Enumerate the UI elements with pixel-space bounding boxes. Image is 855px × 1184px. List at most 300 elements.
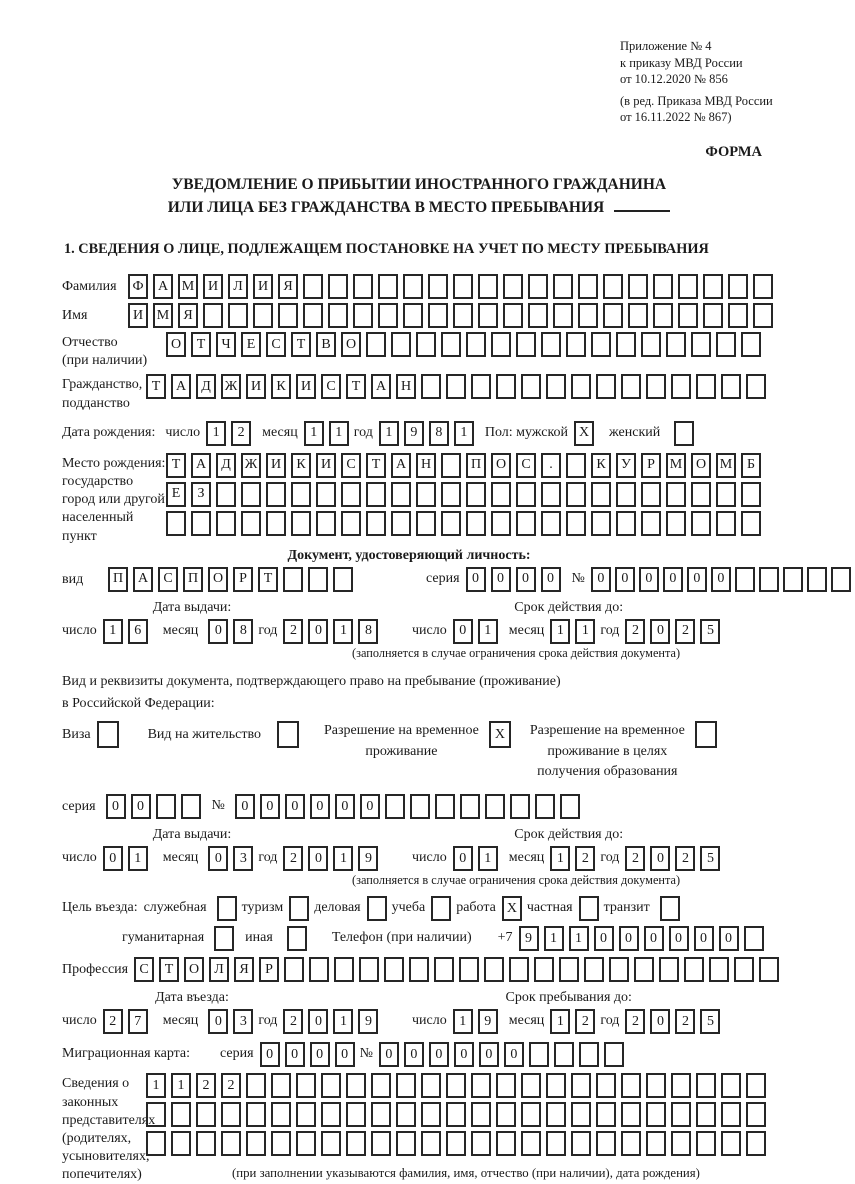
char-box[interactable]: Т bbox=[146, 374, 166, 399]
char-box[interactable]: А bbox=[171, 374, 191, 399]
char-box[interactable]: А bbox=[153, 274, 173, 299]
char-box[interactable] bbox=[191, 511, 211, 536]
char-box[interactable]: 0 bbox=[650, 619, 670, 644]
char-box[interactable]: Т bbox=[258, 567, 278, 592]
char-box[interactable]: 2 bbox=[575, 846, 595, 871]
char-box[interactable]: 2 bbox=[625, 1009, 645, 1034]
char-box[interactable]: Н bbox=[416, 453, 436, 478]
char-box[interactable]: 0 bbox=[516, 567, 536, 592]
char-box[interactable] bbox=[421, 1131, 441, 1156]
char-box[interactable]: 0 bbox=[504, 1042, 524, 1067]
char-box[interactable] bbox=[674, 421, 694, 446]
char-box[interactable] bbox=[721, 374, 741, 399]
char-box[interactable]: 5 bbox=[700, 619, 720, 644]
char-box[interactable]: 0 bbox=[711, 567, 731, 592]
char-box[interactable]: 1 bbox=[478, 619, 498, 644]
char-box[interactable] bbox=[546, 1131, 566, 1156]
char-box[interactable] bbox=[616, 482, 636, 507]
char-box[interactable] bbox=[221, 1131, 241, 1156]
char-box[interactable] bbox=[721, 1102, 741, 1127]
char-box[interactable] bbox=[328, 303, 348, 328]
char-box[interactable]: 7 bbox=[128, 1009, 148, 1034]
char-box[interactable] bbox=[371, 1073, 391, 1098]
char-box[interactable]: 0 bbox=[719, 926, 739, 951]
char-box[interactable] bbox=[831, 567, 851, 592]
char-box[interactable]: Н bbox=[396, 374, 416, 399]
char-box[interactable] bbox=[284, 957, 304, 982]
char-box[interactable]: 0 bbox=[466, 567, 486, 592]
char-box[interactable] bbox=[691, 332, 711, 357]
char-box[interactable] bbox=[367, 896, 387, 921]
char-box[interactable] bbox=[728, 274, 748, 299]
char-box[interactable] bbox=[741, 511, 761, 536]
char-box[interactable] bbox=[253, 303, 273, 328]
char-box[interactable]: С bbox=[516, 453, 536, 478]
char-box[interactable] bbox=[328, 274, 348, 299]
char-box[interactable] bbox=[666, 511, 686, 536]
char-box[interactable]: Е bbox=[166, 482, 186, 507]
char-box[interactable] bbox=[453, 274, 473, 299]
char-box[interactable] bbox=[228, 303, 248, 328]
char-box[interactable] bbox=[646, 1073, 666, 1098]
char-box[interactable]: 1 bbox=[550, 846, 570, 871]
char-box[interactable] bbox=[807, 567, 827, 592]
char-box[interactable] bbox=[435, 794, 455, 819]
char-box[interactable]: Т bbox=[166, 453, 186, 478]
char-box[interactable]: 1 bbox=[333, 846, 353, 871]
char-box[interactable] bbox=[579, 896, 599, 921]
char-box[interactable] bbox=[346, 1102, 366, 1127]
char-box[interactable] bbox=[366, 511, 386, 536]
char-box[interactable] bbox=[321, 1073, 341, 1098]
char-box[interactable] bbox=[296, 1131, 316, 1156]
char-box[interactable]: Е bbox=[241, 332, 261, 357]
char-box[interactable] bbox=[391, 332, 411, 357]
char-box[interactable] bbox=[491, 332, 511, 357]
char-box[interactable] bbox=[628, 303, 648, 328]
char-box[interactable] bbox=[341, 482, 361, 507]
char-box[interactable] bbox=[703, 303, 723, 328]
char-box[interactable] bbox=[441, 453, 461, 478]
char-box[interactable]: Р bbox=[641, 453, 661, 478]
char-box[interactable]: 1 bbox=[379, 421, 399, 446]
char-box[interactable] bbox=[541, 482, 561, 507]
char-box[interactable]: 1 bbox=[575, 619, 595, 644]
char-box[interactable]: 0 bbox=[379, 1042, 399, 1067]
char-box[interactable] bbox=[421, 1102, 441, 1127]
char-box[interactable] bbox=[641, 332, 661, 357]
char-box[interactable]: В bbox=[316, 332, 336, 357]
char-box[interactable] bbox=[753, 274, 773, 299]
char-box[interactable] bbox=[216, 482, 236, 507]
char-box[interactable] bbox=[609, 957, 629, 982]
char-box[interactable]: С bbox=[341, 453, 361, 478]
char-box[interactable] bbox=[546, 1073, 566, 1098]
char-box[interactable] bbox=[371, 1131, 391, 1156]
char-box[interactable]: Я bbox=[178, 303, 198, 328]
char-box[interactable] bbox=[571, 1073, 591, 1098]
char-box[interactable]: 0 bbox=[131, 794, 151, 819]
char-box[interactable]: А bbox=[133, 567, 153, 592]
char-box[interactable] bbox=[641, 482, 661, 507]
char-box[interactable] bbox=[396, 1102, 416, 1127]
char-box[interactable] bbox=[303, 303, 323, 328]
char-box[interactable]: 2 bbox=[283, 846, 303, 871]
char-box[interactable] bbox=[97, 721, 119, 748]
char-box[interactable] bbox=[453, 303, 473, 328]
char-box[interactable] bbox=[621, 1102, 641, 1127]
char-box[interactable] bbox=[603, 274, 623, 299]
char-box[interactable]: И bbox=[266, 453, 286, 478]
char-box[interactable] bbox=[728, 303, 748, 328]
char-box[interactable]: У bbox=[616, 453, 636, 478]
char-box[interactable] bbox=[516, 332, 536, 357]
char-box[interactable]: 1 bbox=[171, 1073, 191, 1098]
char-box[interactable] bbox=[753, 303, 773, 328]
char-box[interactable]: П bbox=[183, 567, 203, 592]
char-box[interactable] bbox=[521, 1131, 541, 1156]
char-box[interactable]: 8 bbox=[233, 619, 253, 644]
char-box[interactable] bbox=[171, 1102, 191, 1127]
char-box[interactable] bbox=[460, 794, 480, 819]
char-box[interactable]: О bbox=[184, 957, 204, 982]
char-box[interactable] bbox=[341, 511, 361, 536]
char-box[interactable]: О bbox=[341, 332, 361, 357]
char-box[interactable] bbox=[591, 482, 611, 507]
char-box[interactable] bbox=[621, 1131, 641, 1156]
char-box[interactable]: X bbox=[502, 896, 522, 921]
char-box[interactable]: 1 bbox=[146, 1073, 166, 1098]
char-box[interactable] bbox=[691, 511, 711, 536]
char-box[interactable]: 1 bbox=[453, 1009, 473, 1034]
char-box[interactable]: 2 bbox=[675, 619, 695, 644]
char-box[interactable]: 0 bbox=[308, 619, 328, 644]
char-box[interactable]: 1 bbox=[550, 1009, 570, 1034]
char-box[interactable]: 0 bbox=[208, 619, 228, 644]
char-box[interactable] bbox=[566, 511, 586, 536]
char-box[interactable] bbox=[459, 957, 479, 982]
char-box[interactable] bbox=[241, 482, 261, 507]
char-box[interactable]: 5 bbox=[700, 846, 720, 871]
char-box[interactable]: А bbox=[191, 453, 211, 478]
char-box[interactable] bbox=[741, 332, 761, 357]
char-box[interactable]: Т bbox=[159, 957, 179, 982]
char-box[interactable] bbox=[484, 957, 504, 982]
char-box[interactable] bbox=[421, 1073, 441, 1098]
char-box[interactable] bbox=[571, 374, 591, 399]
char-box[interactable] bbox=[621, 374, 641, 399]
char-box[interactable] bbox=[571, 1131, 591, 1156]
char-box[interactable] bbox=[146, 1102, 166, 1127]
char-box[interactable] bbox=[271, 1073, 291, 1098]
char-box[interactable] bbox=[734, 957, 754, 982]
char-box[interactable] bbox=[309, 957, 329, 982]
char-box[interactable]: 5 bbox=[700, 1009, 720, 1034]
char-box[interactable]: 1 bbox=[329, 421, 349, 446]
char-box[interactable] bbox=[221, 1102, 241, 1127]
char-box[interactable] bbox=[246, 1102, 266, 1127]
char-box[interactable]: Д bbox=[196, 374, 216, 399]
char-box[interactable]: 0 bbox=[308, 1009, 328, 1034]
char-box[interactable]: 0 bbox=[260, 1042, 280, 1067]
char-box[interactable] bbox=[566, 482, 586, 507]
char-box[interactable]: 0 bbox=[694, 926, 714, 951]
char-box[interactable]: 0 bbox=[208, 1009, 228, 1034]
char-box[interactable]: 1 bbox=[478, 846, 498, 871]
char-box[interactable]: М bbox=[153, 303, 173, 328]
char-box[interactable] bbox=[321, 1102, 341, 1127]
char-box[interactable]: К bbox=[271, 374, 291, 399]
char-box[interactable] bbox=[391, 511, 411, 536]
char-box[interactable] bbox=[366, 332, 386, 357]
char-box[interactable] bbox=[246, 1073, 266, 1098]
char-box[interactable]: 0 bbox=[310, 1042, 330, 1067]
char-box[interactable] bbox=[271, 1102, 291, 1127]
char-box[interactable] bbox=[560, 794, 580, 819]
char-box[interactable] bbox=[571, 1102, 591, 1127]
char-box[interactable]: 2 bbox=[283, 619, 303, 644]
char-box[interactable] bbox=[496, 1131, 516, 1156]
char-box[interactable] bbox=[156, 794, 176, 819]
char-box[interactable] bbox=[535, 794, 555, 819]
char-box[interactable] bbox=[409, 957, 429, 982]
char-box[interactable] bbox=[478, 274, 498, 299]
char-box[interactable]: М bbox=[666, 453, 686, 478]
char-box[interactable]: 0 bbox=[285, 1042, 305, 1067]
char-box[interactable] bbox=[166, 511, 186, 536]
char-box[interactable] bbox=[431, 896, 451, 921]
char-box[interactable]: Т bbox=[366, 453, 386, 478]
char-box[interactable] bbox=[703, 274, 723, 299]
char-box[interactable]: С bbox=[158, 567, 178, 592]
char-box[interactable] bbox=[333, 567, 353, 592]
char-box[interactable]: 0 bbox=[360, 794, 380, 819]
char-box[interactable] bbox=[596, 1073, 616, 1098]
char-box[interactable] bbox=[410, 794, 430, 819]
char-box[interactable]: М bbox=[716, 453, 736, 478]
char-box[interactable] bbox=[446, 374, 466, 399]
char-box[interactable] bbox=[584, 957, 604, 982]
char-box[interactable] bbox=[321, 1131, 341, 1156]
char-box[interactable] bbox=[334, 957, 354, 982]
char-box[interactable]: 1 bbox=[333, 619, 353, 644]
char-box[interactable] bbox=[316, 511, 336, 536]
char-box[interactable] bbox=[566, 332, 586, 357]
char-box[interactable] bbox=[553, 303, 573, 328]
char-box[interactable] bbox=[596, 374, 616, 399]
char-box[interactable] bbox=[471, 1102, 491, 1127]
char-box[interactable]: 0 bbox=[619, 926, 639, 951]
char-box[interactable]: X bbox=[574, 421, 594, 446]
char-box[interactable] bbox=[616, 332, 636, 357]
char-box[interactable] bbox=[441, 482, 461, 507]
char-box[interactable] bbox=[471, 1073, 491, 1098]
char-box[interactable] bbox=[653, 303, 673, 328]
char-box[interactable] bbox=[696, 374, 716, 399]
char-box[interactable]: 0 bbox=[615, 567, 635, 592]
char-box[interactable] bbox=[271, 1131, 291, 1156]
char-box[interactable] bbox=[303, 274, 323, 299]
char-box[interactable]: 0 bbox=[285, 794, 305, 819]
char-box[interactable] bbox=[721, 1073, 741, 1098]
char-box[interactable]: Я bbox=[278, 274, 298, 299]
char-box[interactable] bbox=[371, 1102, 391, 1127]
char-box[interactable]: Р bbox=[259, 957, 279, 982]
char-box[interactable] bbox=[528, 303, 548, 328]
char-box[interactable] bbox=[446, 1073, 466, 1098]
char-box[interactable] bbox=[441, 511, 461, 536]
char-box[interactable] bbox=[566, 453, 586, 478]
char-box[interactable] bbox=[604, 1042, 624, 1067]
char-box[interactable] bbox=[666, 332, 686, 357]
char-box[interactable]: 2 bbox=[625, 619, 645, 644]
char-box[interactable]: 0 bbox=[650, 846, 670, 871]
char-box[interactable] bbox=[366, 482, 386, 507]
char-box[interactable] bbox=[709, 957, 729, 982]
char-box[interactable]: Т bbox=[191, 332, 211, 357]
char-box[interactable]: 0 bbox=[335, 794, 355, 819]
char-box[interactable]: 1 bbox=[569, 926, 589, 951]
char-box[interactable] bbox=[521, 1102, 541, 1127]
char-box[interactable] bbox=[671, 1131, 691, 1156]
char-box[interactable] bbox=[266, 511, 286, 536]
char-box[interactable] bbox=[217, 896, 237, 921]
char-box[interactable]: 0 bbox=[404, 1042, 424, 1067]
char-box[interactable] bbox=[746, 1102, 766, 1127]
char-box[interactable] bbox=[510, 794, 530, 819]
char-box[interactable]: 0 bbox=[453, 846, 473, 871]
char-box[interactable] bbox=[466, 332, 486, 357]
char-box[interactable]: 1 bbox=[550, 619, 570, 644]
char-box[interactable] bbox=[579, 1042, 599, 1067]
char-box[interactable]: 3 bbox=[233, 846, 253, 871]
char-box[interactable]: А bbox=[391, 453, 411, 478]
char-box[interactable]: X bbox=[489, 721, 511, 748]
char-box[interactable] bbox=[378, 303, 398, 328]
char-box[interactable]: Т bbox=[346, 374, 366, 399]
char-box[interactable]: 2 bbox=[221, 1073, 241, 1098]
char-box[interactable] bbox=[403, 303, 423, 328]
char-box[interactable] bbox=[716, 332, 736, 357]
char-box[interactable]: 2 bbox=[675, 1009, 695, 1034]
char-box[interactable] bbox=[553, 274, 573, 299]
char-box[interactable]: Л bbox=[209, 957, 229, 982]
char-box[interactable] bbox=[616, 511, 636, 536]
char-box[interactable]: А bbox=[371, 374, 391, 399]
char-box[interactable] bbox=[416, 332, 436, 357]
char-box[interactable] bbox=[266, 482, 286, 507]
char-box[interactable]: 2 bbox=[231, 421, 251, 446]
char-box[interactable]: 2 bbox=[103, 1009, 123, 1034]
char-box[interactable]: 0 bbox=[591, 567, 611, 592]
char-box[interactable] bbox=[621, 1073, 641, 1098]
char-box[interactable]: И bbox=[246, 374, 266, 399]
char-box[interactable] bbox=[287, 926, 307, 951]
char-box[interactable] bbox=[528, 274, 548, 299]
char-box[interactable] bbox=[541, 511, 561, 536]
char-box[interactable] bbox=[759, 957, 779, 982]
char-box[interactable]: О bbox=[166, 332, 186, 357]
char-box[interactable]: 0 bbox=[454, 1042, 474, 1067]
char-box[interactable] bbox=[746, 374, 766, 399]
char-box[interactable] bbox=[296, 1102, 316, 1127]
char-box[interactable]: О bbox=[208, 567, 228, 592]
char-box[interactable] bbox=[171, 1131, 191, 1156]
char-box[interactable] bbox=[291, 482, 311, 507]
char-box[interactable] bbox=[291, 511, 311, 536]
char-box[interactable] bbox=[671, 1102, 691, 1127]
char-box[interactable]: Ж bbox=[221, 374, 241, 399]
char-box[interactable] bbox=[696, 1131, 716, 1156]
char-box[interactable] bbox=[353, 303, 373, 328]
char-box[interactable] bbox=[203, 303, 223, 328]
char-box[interactable]: 1 bbox=[103, 619, 123, 644]
char-box[interactable]: 0 bbox=[103, 846, 123, 871]
char-box[interactable] bbox=[534, 957, 554, 982]
char-box[interactable]: 0 bbox=[429, 1042, 449, 1067]
char-box[interactable]: 9 bbox=[358, 846, 378, 871]
char-box[interactable] bbox=[696, 1102, 716, 1127]
char-box[interactable] bbox=[695, 721, 717, 748]
char-box[interactable]: С bbox=[266, 332, 286, 357]
char-box[interactable] bbox=[421, 374, 441, 399]
char-box[interactable]: Я bbox=[234, 957, 254, 982]
char-box[interactable] bbox=[196, 1131, 216, 1156]
char-box[interactable]: 2 bbox=[625, 846, 645, 871]
char-box[interactable]: Т bbox=[291, 332, 311, 357]
char-box[interactable] bbox=[716, 511, 736, 536]
char-box[interactable] bbox=[146, 1131, 166, 1156]
char-box[interactable] bbox=[746, 1131, 766, 1156]
char-box[interactable]: Р bbox=[233, 567, 253, 592]
char-box[interactable]: 9 bbox=[358, 1009, 378, 1034]
char-box[interactable] bbox=[466, 511, 486, 536]
char-box[interactable] bbox=[671, 374, 691, 399]
char-box[interactable] bbox=[216, 511, 236, 536]
char-box[interactable] bbox=[434, 957, 454, 982]
char-box[interactable]: 3 bbox=[233, 1009, 253, 1034]
char-box[interactable] bbox=[471, 1131, 491, 1156]
char-box[interactable] bbox=[641, 511, 661, 536]
char-box[interactable] bbox=[659, 957, 679, 982]
char-box[interactable]: 9 bbox=[404, 421, 424, 446]
char-box[interactable]: 1 bbox=[544, 926, 564, 951]
char-box[interactable] bbox=[516, 511, 536, 536]
char-box[interactable] bbox=[396, 1073, 416, 1098]
char-box[interactable] bbox=[503, 303, 523, 328]
char-box[interactable]: 0 bbox=[235, 794, 255, 819]
char-box[interactable] bbox=[359, 957, 379, 982]
char-box[interactable]: П bbox=[108, 567, 128, 592]
char-box[interactable]: 0 bbox=[335, 1042, 355, 1067]
char-box[interactable]: 0 bbox=[644, 926, 664, 951]
char-box[interactable] bbox=[684, 957, 704, 982]
char-box[interactable] bbox=[316, 482, 336, 507]
char-box[interactable] bbox=[591, 511, 611, 536]
char-box[interactable] bbox=[278, 303, 298, 328]
char-box[interactable] bbox=[289, 896, 309, 921]
char-box[interactable] bbox=[385, 794, 405, 819]
char-box[interactable] bbox=[521, 374, 541, 399]
char-box[interactable] bbox=[596, 1131, 616, 1156]
char-box[interactable] bbox=[181, 794, 201, 819]
char-box[interactable] bbox=[678, 303, 698, 328]
char-box[interactable]: 0 bbox=[308, 846, 328, 871]
char-box[interactable]: Д bbox=[216, 453, 236, 478]
char-box[interactable] bbox=[428, 303, 448, 328]
char-box[interactable] bbox=[653, 274, 673, 299]
char-box[interactable] bbox=[466, 482, 486, 507]
